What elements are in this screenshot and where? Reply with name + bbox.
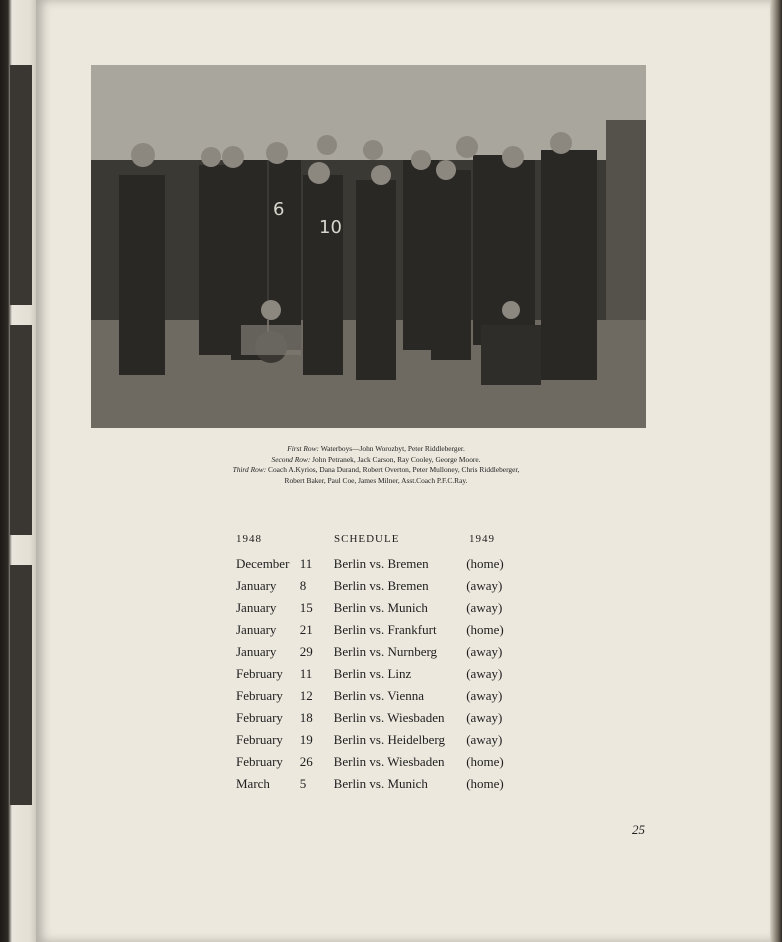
game-match: Berlin vs. Vienna bbox=[333, 688, 424, 703]
schedule-year-start: 1948 bbox=[236, 533, 262, 545]
game-location: (home) bbox=[466, 622, 504, 637]
game-day: 11 bbox=[299, 556, 313, 571]
schedule-row bbox=[236, 663, 526, 685]
game-day: 26 bbox=[299, 754, 313, 769]
caption-row-label: First Row: bbox=[287, 444, 320, 453]
page-right-edge bbox=[770, 0, 782, 942]
game-match: Berlin vs. Wiesbaden bbox=[333, 710, 445, 725]
game-location: (away) bbox=[466, 600, 503, 615]
caption-row-text: Robert Baker, Paul Coe, James Milner, Asst.Coach P.F.C.Ray. bbox=[284, 475, 468, 485]
game-day: 8 bbox=[299, 578, 307, 593]
caption-row-label: Second Row: bbox=[271, 454, 311, 464]
game-month: February bbox=[236, 688, 283, 703]
photo-caption bbox=[176, 444, 576, 486]
schedule-title: SCHEDULE bbox=[334, 533, 400, 545]
schedule-header bbox=[236, 533, 526, 553]
schedule-rows bbox=[236, 553, 526, 795]
game-month: March bbox=[236, 776, 270, 791]
game-location: (away) bbox=[466, 666, 503, 681]
previous-page-photo-strip bbox=[10, 565, 32, 805]
schedule-row bbox=[236, 553, 526, 575]
schedule-row bbox=[236, 729, 526, 751]
game-day: 12 bbox=[299, 688, 313, 703]
schedule-row bbox=[236, 773, 526, 795]
game-day: 21 bbox=[299, 622, 313, 637]
game-day: 5 bbox=[299, 776, 307, 791]
caption-row bbox=[176, 444, 576, 455]
game-match: Berlin vs. Frankfurt bbox=[333, 622, 437, 637]
yearbook-page bbox=[36, 0, 772, 942]
game-month: January bbox=[236, 600, 277, 615]
game-match: Berlin vs. Linz bbox=[333, 666, 412, 681]
team-photo bbox=[91, 65, 646, 428]
schedule-row bbox=[236, 575, 526, 597]
game-location: (away) bbox=[466, 710, 503, 725]
game-match: Berlin vs. Bremen bbox=[333, 578, 429, 593]
game-month: December bbox=[236, 556, 290, 571]
game-month: February bbox=[236, 666, 283, 681]
team-photo-illustration bbox=[91, 65, 646, 428]
schedule-row bbox=[236, 685, 526, 707]
game-day: 11 bbox=[299, 666, 313, 681]
schedule-row bbox=[236, 619, 526, 641]
svg-text:10: 10 bbox=[319, 217, 342, 238]
schedule-row bbox=[236, 641, 526, 663]
schedule-row bbox=[236, 751, 526, 773]
game-match: Berlin vs. Heidelberg bbox=[333, 732, 445, 747]
game-match: Berlin vs. Nurnberg bbox=[333, 644, 438, 659]
schedule-row bbox=[236, 707, 526, 729]
game-day: 15 bbox=[299, 600, 313, 615]
svg-text:6: 6 bbox=[273, 199, 285, 220]
game-month: January bbox=[236, 644, 277, 659]
caption-row-text: John Petranek, Jack Carson, Ray Cooley, George Moore. bbox=[312, 454, 481, 464]
game-location: (away) bbox=[466, 732, 503, 747]
game-match: Berlin vs. Munich bbox=[333, 600, 428, 615]
game-match: Berlin vs. Wiesbaden bbox=[333, 754, 445, 769]
game-day: 18 bbox=[299, 710, 313, 725]
caption-row-text: Waterboys—John Worozbyt, Peter Riddleberger. bbox=[320, 444, 465, 453]
game-location: (away) bbox=[466, 578, 503, 593]
previous-page-photo-strip bbox=[10, 325, 32, 535]
previous-page-edge bbox=[0, 0, 36, 942]
game-day: 29 bbox=[299, 644, 313, 659]
game-day: 19 bbox=[299, 732, 313, 747]
game-match: Berlin vs. Munich bbox=[333, 776, 428, 791]
game-month: January bbox=[236, 622, 277, 637]
schedule-row bbox=[236, 597, 526, 619]
game-month: February bbox=[236, 732, 283, 747]
caption-row-text: Coach A.Kyrios, Dana Durand, Robert Overton, Peter Mulloney, Chris Riddleberger, bbox=[268, 465, 520, 474]
game-location: (home) bbox=[466, 776, 504, 791]
game-location: (away) bbox=[466, 644, 503, 659]
game-location: (home) bbox=[466, 754, 504, 769]
game-month: February bbox=[236, 710, 283, 725]
caption-row bbox=[176, 455, 576, 466]
previous-page-photo-strip bbox=[10, 65, 32, 305]
game-schedule bbox=[236, 533, 526, 795]
caption-row bbox=[176, 465, 576, 476]
page-number: 25 bbox=[632, 822, 645, 837]
caption-row bbox=[176, 476, 576, 487]
game-month: January bbox=[236, 578, 277, 593]
caption-row-label: Third Row: bbox=[232, 465, 267, 474]
game-location: (away) bbox=[466, 688, 503, 703]
schedule-year-end: 1949 bbox=[469, 533, 495, 545]
game-month: February bbox=[236, 754, 283, 769]
game-location: (home) bbox=[466, 556, 504, 571]
game-match: Berlin vs. Bremen bbox=[333, 556, 429, 571]
